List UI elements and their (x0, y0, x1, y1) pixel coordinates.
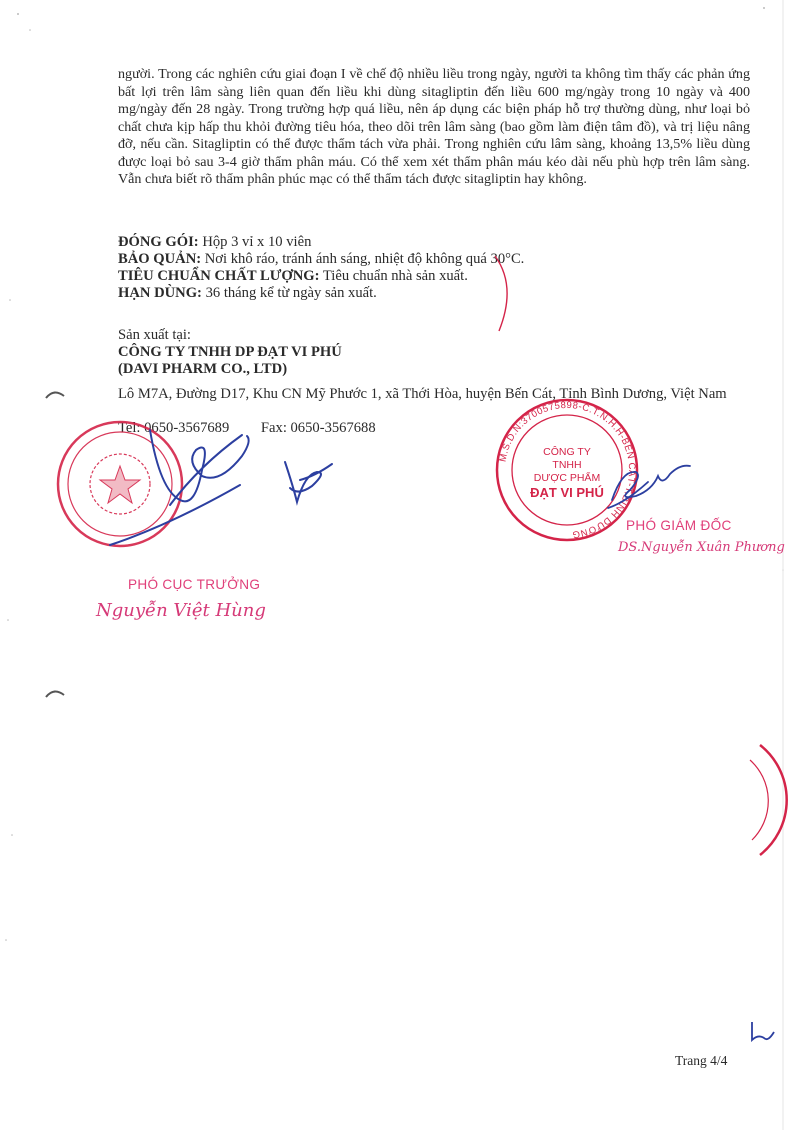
packaging-label: ĐÓNG GÓI: (118, 234, 199, 250)
page-number: Trang 4/4 (675, 1053, 728, 1068)
signature-right-icon (608, 466, 690, 508)
stamp-line-3: DƯỢC PHẨM (533, 472, 601, 484)
stamp-line-4: ĐẠT VI PHÚ (530, 485, 604, 500)
punch-hole-icon (46, 392, 64, 697)
partial-seal-icon (750, 745, 787, 855)
overdose-paragraph: người. Trong các nghiên cứu giai đoạn I về chế độ nhiều liều trong ngày, người ta không tìm thấy các phản ứng bất lợi trên lâm sàng liên quan đến liều khi dùng sitagliptin đến liều 600 mg/ngày trong 10 ngày và 400 mg/ngày đến 28 ngày. Trong trường hợp quá liều, nên áp dụng các biện pháp hỗ trợ thường dùng, như loại bỏ chất chưa kịp hấp thu khỏi đường tiêu hóa, theo dõi trên lâm sàng (bao gồm làm điện tâm đồ), và trị liệu nâng đỡ, nếu cần. Sitagliptin có thể được thẩm tách vừa phải. Trong nghiên cứu lâm sàng, khoảng 13,5% liều dùng được loại bỏ sau 3-4 giờ thẩm phân máu. Có thể xem xét thẩm phân máu kéo dài nếu phù hợp trên lâm sàng. Vẫn chưa biết rõ thẩm phân phúc mạc có thể thẩm tách được sitagliptin hay không. (118, 66, 750, 187)
stamp-line-1: CÔNG TY (543, 446, 591, 458)
right-signatory-title: PHÓ GIÁM ĐỐC (626, 518, 732, 533)
official-seal-icon (58, 422, 182, 546)
manufacturer-fax: Fax: 0650-3567688 (260, 420, 376, 436)
shelf-life-label: HẠN DÙNG: (118, 285, 202, 301)
packaging-value: Hộp 3 vỉ x 10 viên (202, 234, 312, 250)
company-stamp-ring: M.S.D.N:3700575898-C.T.N.H.H-BẾN CÁT-T.BÌNH DƯƠNG (497, 399, 638, 540)
manufacturer-name: CÔNG TY TNHH DP ĐẠT VI PHÚ (118, 344, 342, 360)
manufacturer-intro: Sản xuất tại: (118, 327, 191, 343)
left-signatory-name: Nguyễn Việt Hùng (96, 600, 266, 621)
shelf-life-value: 36 tháng kể từ ngày sản xuất. (205, 285, 377, 301)
company-stamp-icon (497, 400, 637, 540)
initials-icon (752, 1022, 774, 1040)
left-signatory-title: PHÓ CỤC TRƯỞNG (128, 577, 261, 592)
manufacturer-name-en: (DAVI PHARM CO., LTD) (118, 361, 288, 377)
manufacturer-tel: Tel: 0650-3567689 (118, 420, 230, 436)
stamp-line-2: TNHH (552, 459, 582, 471)
signature-left-icon (110, 430, 332, 545)
manufacturer-address: Lô M7A, Đường D17, Khu CN Mỹ Phước 1, xã Thới Hòa, huyện Bến Cát, Tỉnh Bình Dương, Việt Nam (118, 386, 727, 402)
storage-value: Nơi khô ráo, tránh ánh sáng, nhiệt độ không quá 30°C. (204, 251, 525, 267)
quality-standard-label: TIÊU CHUẨN CHẤT LƯỢNG: (118, 268, 320, 284)
storage-label: BẢO QUẢN: (118, 251, 202, 267)
quality-standard-value: Tiêu chuẩn nhà sản xuất. (322, 268, 468, 284)
edge-seal-mark (495, 256, 507, 331)
right-signatory-name: DS.Nguyễn Xuân Phương (618, 540, 785, 555)
